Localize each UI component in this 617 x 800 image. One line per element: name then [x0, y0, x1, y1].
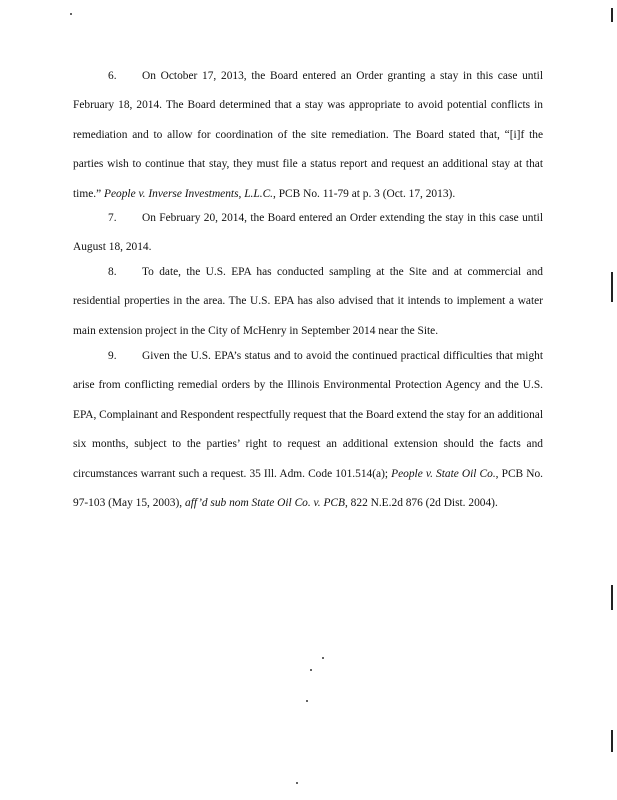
- paragraph-text: , 822 N.E.2d 876 (2d Dist. 2004).: [344, 497, 498, 510]
- paragraph-text: , PCB No. 11-79 at p. 3 (Oct. 17, 2013).: [273, 187, 456, 200]
- paragraph-9: [73, 342, 543, 518]
- scan-speck: [70, 13, 72, 15]
- paragraph-number: 9.: [108, 350, 117, 362]
- scan-speck: [306, 700, 308, 702]
- scan-margin-mark: [611, 730, 613, 752]
- scan-speck: [310, 669, 312, 671]
- paragraph-text: Given the U.S. EPA’s status and to avoid the continued practical difficulties that might arise from conflicting remedial orders by the Illinois Environmental Protection Agency and the U.S. EPA, Complainant and Respondent respectfully request that the Board extend the stay for an additional six months, subject to the parties’ right to request an additional extension should the facts and circumstances warrant such a request. 35 Ill. Adm. Code 101.514(a);: [73, 350, 543, 480]
- paragraph-text: On October 17, 2013, the Board entered an Order granting a stay in this case until February 18, 2014. The Board determined that a stay was appropriate to avoid potential conflicts in remediation and to allow for coordination of the site remediation. The Board stated that, “[i]f the parties wish to continue that stay, they must file a status report and request an additional stay at that time.”: [73, 70, 543, 200]
- scan-margin-mark: [611, 272, 613, 302]
- paragraph-text: , PCB No. 97-103 (May 15, 2003),: [73, 467, 544, 510]
- scan-speck: [296, 782, 298, 784]
- scan-margin-mark: [611, 8, 613, 22]
- paragraph-7: [73, 204, 543, 263]
- case-citation: People v. Inverse Investments, L.L.C.: [104, 187, 274, 200]
- paragraph-number: 8.: [108, 266, 117, 278]
- scan-speck: [322, 657, 324, 659]
- paragraph-number: 7.: [108, 212, 117, 224]
- paragraph-number: 6.: [108, 70, 117, 82]
- paragraph-8: [73, 258, 543, 346]
- paragraph-text: On February 20, 2014, the Board entered an Order extending the stay in this case until August 18, 2014.: [73, 212, 543, 254]
- paragraph-6: [73, 62, 543, 209]
- case-citation: People v. State Oil Co.: [391, 467, 496, 480]
- case-citation: aff’d sub nom State Oil Co. v. PCB: [185, 497, 345, 510]
- scan-margin-mark: [611, 585, 613, 610]
- paragraph-text: To date, the U.S. EPA has conducted sampling at the Site and at commercial and residential properties in the area. The U.S. EPA has also advised that it intends to implement a water main extension project in the City of McHenry in September 2014 near the Site.: [73, 266, 543, 337]
